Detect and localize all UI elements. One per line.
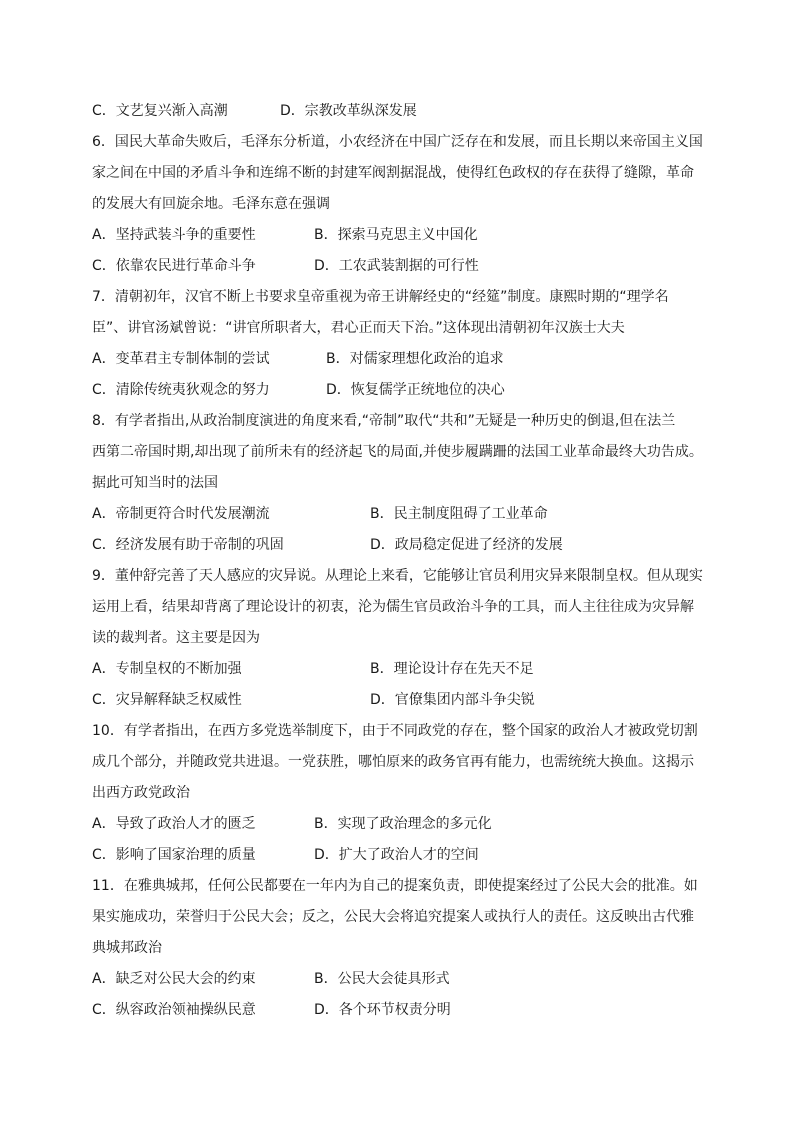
q9-option-b: B．理论设计存在先天不足 xyxy=(370,661,534,677)
q11-option-d: D．各个环节权责分明 xyxy=(314,1002,451,1018)
q9-stem-line-3: 读的裁判者。这主要是因为 xyxy=(92,630,260,646)
q8-stem-line-1: 8．有学者指出,从政治制度演进的角度来看,“帝制”取代“共和”无疑是一种历史的倒退,但在法兰 xyxy=(92,413,676,429)
q6-options-row-2 xyxy=(92,251,704,282)
q6-option-d: D．工农武装割据的可行性 xyxy=(314,258,479,274)
q9-option-d: D．官僚集团内部斗争尖锐 xyxy=(370,692,535,708)
exam-page xyxy=(92,96,704,1026)
q8-option-b: B．民主制度阻碍了工业革命 xyxy=(370,506,548,522)
q7-option-c: C．清除传统夷狄观念的努力 xyxy=(92,382,270,398)
q9-options-row-2 xyxy=(92,685,704,716)
q7-option-b: B．对儒家理想化政治的追求 xyxy=(326,351,504,367)
q6-option-a: A．坚持武装斗争的重要性 xyxy=(92,227,256,243)
q6-stem-line-1: 6．国民大革命失败后，毛泽东分析道，小农经济在中国广泛存在和发展，而且长期以来帝国主义国 xyxy=(92,134,703,150)
question-7 xyxy=(92,282,704,406)
q7-stem-line-2: 臣”、讲官汤斌曾说：“讲官所职者大，君心正而天下治。”这体现出清朝初年汉族士大夫 xyxy=(92,320,625,336)
q9-option-a: A．专制皇权的不断加强 xyxy=(92,661,242,677)
q7-stem-line-1: 7．清朝初年，汉官不断上书要求皇帝重视为帝王讲解经史的“经筵”制度。康熙时期的“理学名 xyxy=(92,289,669,305)
q6-option-c: C．依靠农民进行革命斗争 xyxy=(92,258,256,274)
q11-stem-line-3: 典城邦政治 xyxy=(92,940,162,956)
q5-option-d: D．宗教改革纵深发展 xyxy=(280,103,417,119)
q5-option-c: C．文艺复兴渐入高潮 xyxy=(92,103,228,119)
q11-option-a: A．缺乏对公民大会的约束 xyxy=(92,971,256,987)
q8-options-row-2 xyxy=(92,530,704,561)
q9-stem-line-2: 运用上看，结果却背离了理论设计的初衷，沦为儒生官员政治斗争的工具，而人主往往成为灾异解 xyxy=(92,599,694,615)
q10-option-d: D．扩大了政治人才的空间 xyxy=(314,847,479,863)
question-10 xyxy=(92,716,704,871)
q5-options-row-2 xyxy=(92,96,704,127)
q8-option-a: A．帝制更符合时代发展潮流 xyxy=(92,506,270,522)
q6-stem-line-3: 的发展大有回旋余地。毛泽东意在强调 xyxy=(92,196,330,212)
q7-option-a: A．变革君主专制体制的尝试 xyxy=(92,351,270,367)
question-8 xyxy=(92,406,704,561)
q10-stem-line-1: 10．有学者指出，在西方多党选举制度下，由于不同政党的存在，整个国家的政治人才被政党切割 xyxy=(92,723,698,739)
q11-option-c: C．纵容政治领袖操纵民意 xyxy=(92,1002,256,1018)
q7-option-d: D．恢复儒学正统地位的决心 xyxy=(326,382,505,398)
q8-option-c: C．经济发展有助于帝制的巩固 xyxy=(92,537,284,553)
q9-option-c: C．灾异解释缺乏权威性 xyxy=(92,692,242,708)
q11-stem-line-1: 11．在雅典城邦，任何公民都要在一年内为自己的提案负责，即使提案经过了公民大会的批准。如 xyxy=(92,878,698,894)
q6-options-row-1 xyxy=(92,220,704,251)
q6-stem-line-2: 家之间在中国的矛盾斗争和连绵不断的封建军阀割据混战，使得红色政权的存在获得了缝隙，革命 xyxy=(92,165,694,181)
q11-options-row-1 xyxy=(92,964,704,995)
q11-stem-line-2: 果实施成功，荣誉归于公民大会；反之，公民大会将追究提案人或执行人的责任。这反映出古代雅 xyxy=(92,909,694,925)
q10-option-b: B．实现了政治理念的多元化 xyxy=(314,816,492,832)
question-11 xyxy=(92,871,704,1026)
q6-option-b: B．探索马克思主义中国化 xyxy=(314,227,478,243)
q8-stem-line-3: 据此可知当时的法国 xyxy=(92,475,218,491)
question-6 xyxy=(92,127,704,282)
q10-options-row-2 xyxy=(92,840,704,871)
q8-stem-line-2: 西第二帝国时期,却出现了前所未有的经济起飞的局面,并使步履蹒跚的法国工业革命最终大功告成。 xyxy=(92,444,703,460)
q10-stem-line-3: 出西方政党政治 xyxy=(92,785,190,801)
q10-option-c: C．影响了国家治理的质量 xyxy=(92,847,256,863)
q10-stem-line-2: 成几个部分，并随政党共进退。一党获胜，哪怕原来的政务官再有能力，也需统统大换血。这揭示 xyxy=(92,754,694,770)
q11-options-row-2 xyxy=(92,995,704,1026)
q9-options-row-1 xyxy=(92,654,704,685)
q11-option-b: B．公民大会徒具形式 xyxy=(314,971,450,987)
q7-options-row-2 xyxy=(92,375,704,406)
question-9 xyxy=(92,561,704,716)
q8-option-d: D．政局稳定促进了经济的发展 xyxy=(370,537,563,553)
q10-options-row-1 xyxy=(92,809,704,840)
q10-option-a: A．导致了政治人才的匮乏 xyxy=(92,816,256,832)
q8-options-row-1 xyxy=(92,499,704,530)
q7-options-row-1 xyxy=(92,344,704,375)
q9-stem-line-1: 9．董仲舒完善了天人感应的灾异说。从理论上来看，它能够让官员利用灾异来限制皇权。但从现实 xyxy=(92,568,703,584)
